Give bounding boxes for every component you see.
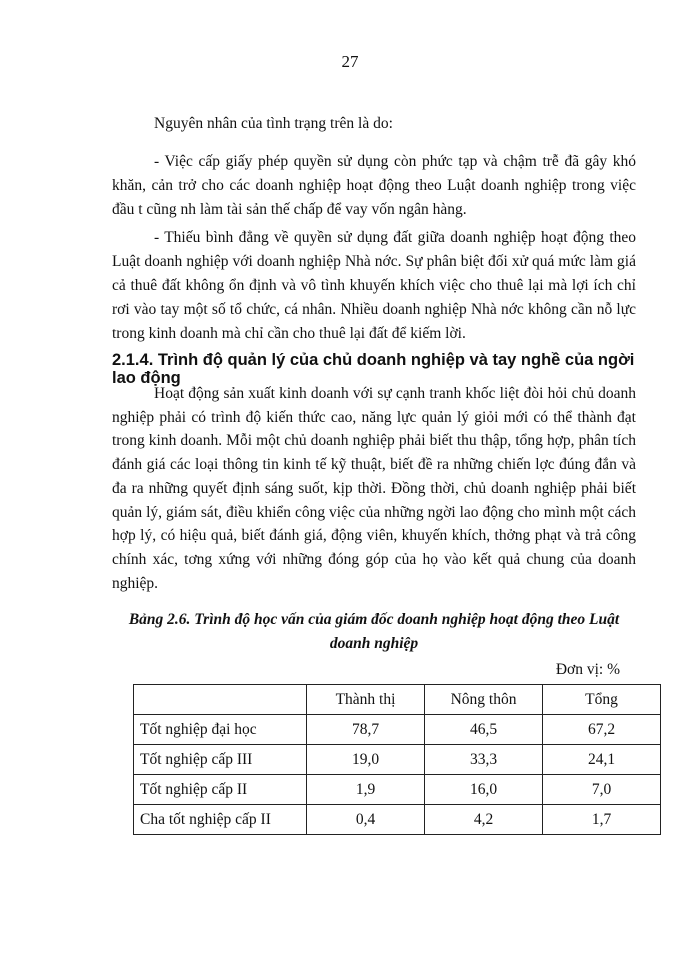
cell-urban: 0,4 [307,805,425,835]
header-cell-empty [134,685,307,715]
bullet-paragraph-2: - Thiếu bình đẳng về quyền sử dụng đất giữa doanh nghiệp hoạt động theo Luật doanh nghiệp với doanh nghiệp Nhà nớc. Sự phân biệt đối xử quá mức làm giá cả thuê đất không ổn định và vô tình khuyến khích việc cho thuê lại mà lợi ích chỉ rơi vào tay một số tổ chức, cá nhân. Nhiều doanh nghiệp Nhà nớc không cần nỗ lực trong kinh doanh mà chỉ cần cho thuê lại đất để kiếm lời. [112,229,636,342]
intro-paragraph: Nguyên nhân của tình trạng trên là do: [154,115,393,132]
cell-total: 24,1 [543,745,661,775]
header-cell-urban: Thành thị [307,685,425,715]
table-unit: Đơn vị: % [555,661,620,678]
row-label: Tốt nghiệp cấp III [134,745,307,775]
header-cell-total: Tổng [543,685,661,715]
table-row [134,805,661,835]
bullet-paragraph-1: - Việc cấp giấy phép quyền sử dụng còn phức tạp và chậm trễ đã gây khó khăn, cản trở cho các doanh nghiệp hoạt động theo Luật doanh nghiệp trong việc đầu t cũng nh làm tài sản thế chấp để vay vốn ngân hàng. [112,153,636,218]
cell-rural: 46,5 [425,715,543,745]
row-label: Tốt nghiệp đại học [134,715,307,745]
table-row [134,745,661,775]
table-row [134,715,661,745]
cell-rural: 4,2 [425,805,543,835]
cell-urban: 1,9 [307,775,425,805]
row-label: Tốt nghiệp cấp II [134,775,307,805]
section-heading: 2.1.4. Trình độ quản lý của chủ doanh nghiệp và tay nghề của ngời lao động [112,351,635,387]
cell-total: 67,2 [543,715,661,745]
table-header-row [134,685,661,715]
page-number: 27 [341,52,359,71]
cell-urban: 19,0 [307,745,425,775]
data-table [133,684,661,835]
header-cell-rural: Nông thôn [425,685,543,715]
table-row [134,775,661,805]
cell-urban: 78,7 [307,715,425,745]
table-caption: Bảng 2.6. Trình độ học vấn của giám đốc doanh nghiệp hoạt động theo Luật doanh nghiệp [128,611,620,652]
cell-total: 1,7 [543,805,661,835]
row-label: Cha tốt nghiệp cấp II [134,805,307,835]
cell-rural: 33,3 [425,745,543,775]
body-paragraph: Hoạt động sản xuất kinh doanh với sự cạnh tranh khốc liệt đòi hỏi chủ doanh nghiệp phải có trình độ kiến thức cao, năng lực quản lý giỏi mới có thể thành đạt trong kinh doanh. Mỗi một chủ doanh nghiệp phải biết thu thập, tổng hợp, phân tích đánh giá các loại thông tin kinh tế kỹ thuật, biết đề ra những chiến lợc đúng đắn và đa ra những quyết định sáng suốt, kịp thời. Đồng thời, chủ doanh nghiệp phải biết quản lý, giám sát, điều khiển công việc của những ngời lao động cho mình một cách hợp lý, có hiệu quả, biết đánh giá, động viên, khuyến khích, thởng phạt và trả công chính xác, tơng xứng với những đóng góp của họ vào kết quả chung của doanh nghiệp. [112,385,636,592]
cell-total: 7,0 [543,775,661,805]
cell-rural: 16,0 [425,775,543,805]
